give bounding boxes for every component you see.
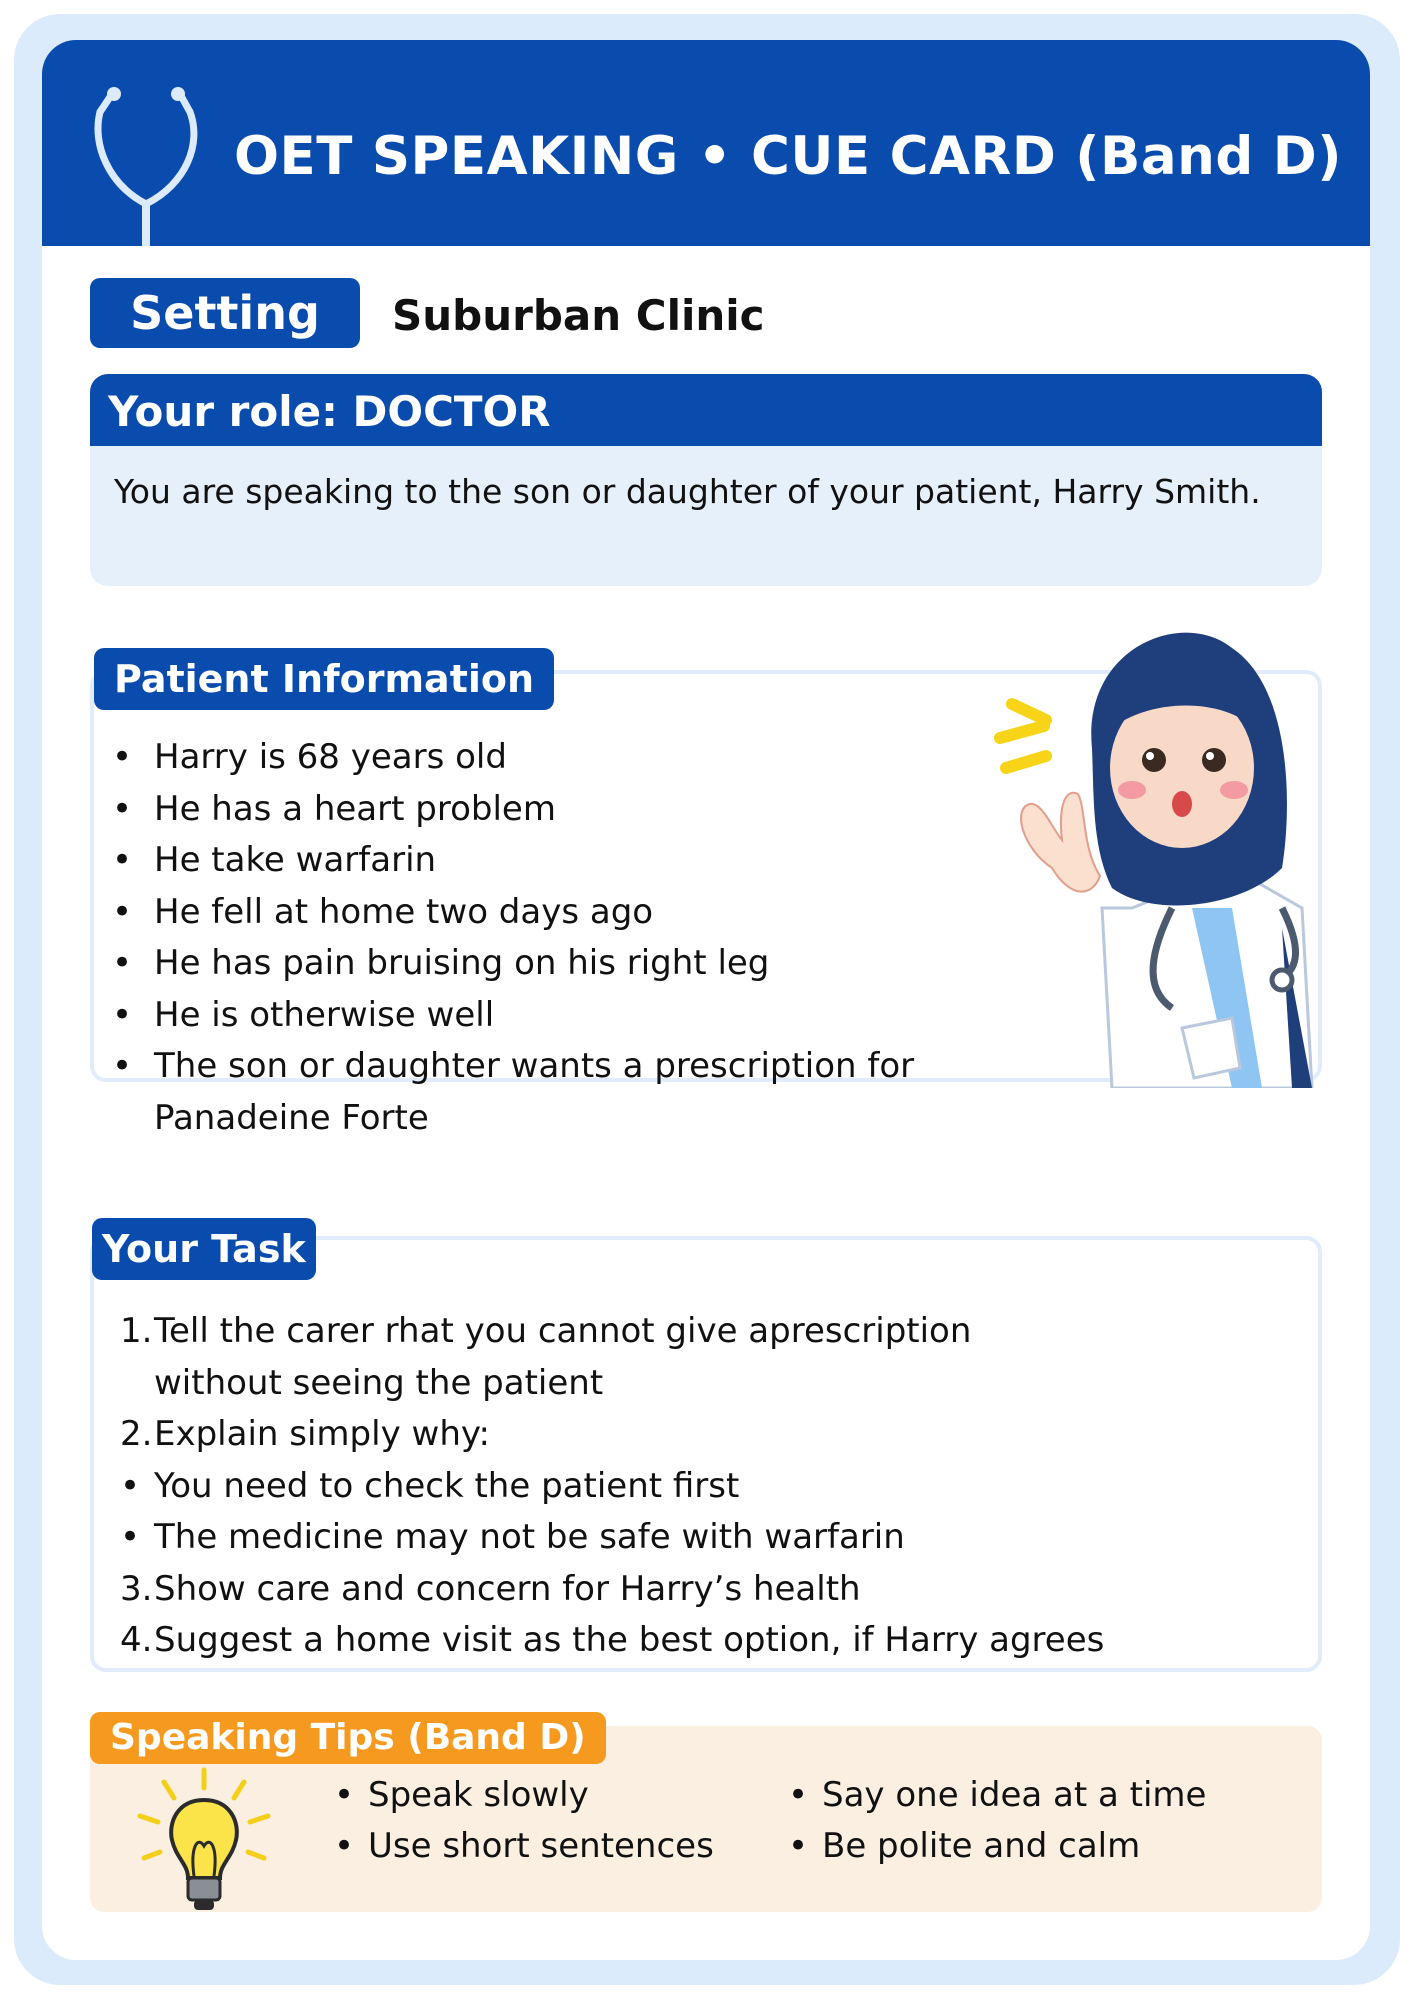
page-title: OET SPEAKING • CUE CARD (Band D): [234, 126, 1343, 187]
tip-item: • Speak slowly: [334, 1775, 589, 1815]
setting-value: Suburban Clinic: [392, 291, 765, 340]
lightbulb-icon: [134, 1766, 274, 1916]
tip-item: • Be polite and calm: [788, 1826, 1141, 1866]
patient-info-heading: Patient Information: [94, 648, 554, 710]
task-heading: Your Task: [92, 1218, 316, 1280]
role-heading: Your role: DOCTOR: [90, 374, 1322, 446]
doctor-illustration: [982, 608, 1342, 1088]
list-item: • He has a heart problem: [112, 788, 556, 829]
list-item: • The son or daughter wants a prescription for Panadeine Forte: [112, 1046, 915, 1138]
list-item: • He is otherwise well: [112, 994, 495, 1035]
role-panel: [90, 374, 1322, 586]
stethoscope-icon: [86, 64, 226, 246]
setting-label: Setting: [90, 278, 360, 348]
list-item: 2. Explain simply why:: [120, 1414, 490, 1454]
list-item: • You need to check the patient first: [120, 1465, 740, 1506]
list-item: • He has pain bruising on his right leg: [112, 943, 770, 983]
tip-item: • Use short sentences: [334, 1826, 714, 1866]
list-item: • He take warfarin: [112, 840, 437, 880]
list-item: • He fell at home two days ago: [112, 891, 654, 932]
list-item: • Harry is 68 years old: [112, 737, 507, 777]
patient-info-list: [90, 732, 970, 1144]
list-item: 1. Tell the carer rhat you cannot give aprescription without seeing the patient: [120, 1311, 972, 1403]
role-description: You are speaking to the son or daughter of your patient, Harry Smith.: [114, 472, 1261, 511]
header-banner: [42, 40, 1370, 246]
tips-heading: Speaking Tips (Band D): [90, 1712, 606, 1764]
task-list: [90, 1306, 1240, 1667]
cue-card: [42, 40, 1370, 1960]
list-item: • The medicine may not be safe with warfarin: [120, 1517, 905, 1557]
list-item: 3. Show care and concern for Harry’s health: [120, 1568, 861, 1609]
list-item: 4. Suggest a home visit as the best option, if Harry agrees: [120, 1620, 1105, 1660]
tip-item: • Say one idea at a time: [788, 1775, 1207, 1815]
